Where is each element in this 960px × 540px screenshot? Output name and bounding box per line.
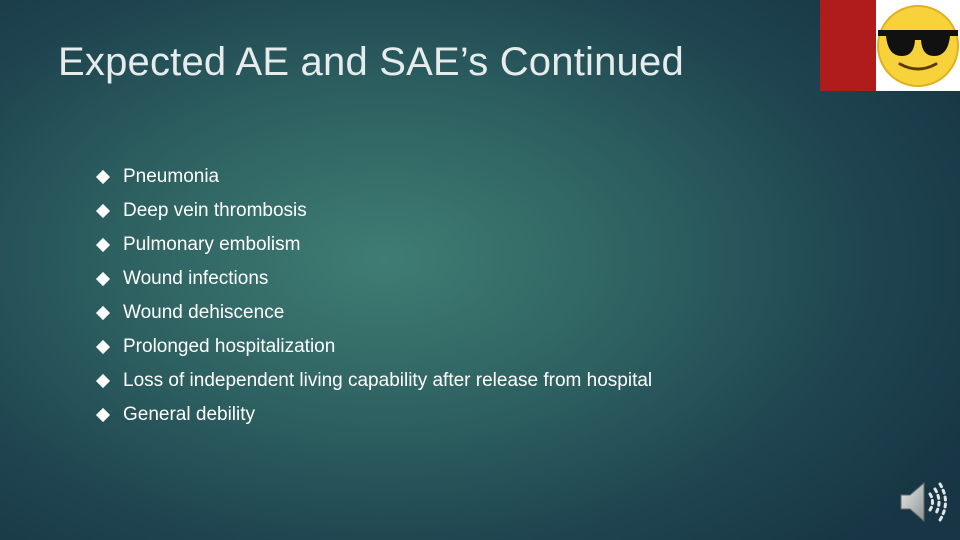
diamond-bullet-icon (96, 374, 110, 388)
diamond-bullet-icon (96, 408, 110, 422)
diamond-bullet-icon (96, 306, 110, 320)
bullet-text: Pulmonary embolism (123, 234, 301, 255)
bullet-text: Prolonged hospitalization (123, 336, 336, 357)
diamond-bullet-icon (96, 170, 110, 184)
list-item (96, 330, 652, 364)
diamond-bullet-icon (96, 272, 110, 286)
diamond-bullet-icon (96, 204, 110, 218)
bullet-text: Loss of independent living capability after release from hospital (123, 370, 653, 391)
list-item (96, 398, 652, 432)
bullet-list (96, 160, 652, 432)
diamond-bullet-icon (96, 340, 110, 354)
slide-title: Expected AE and SAE’s Continued (58, 40, 684, 84)
list-item (96, 160, 652, 194)
list-item (96, 228, 652, 262)
sunglasses-smiley-icon (876, 0, 960, 91)
list-item (96, 364, 652, 398)
bullet-text: Deep vein thrombosis (123, 200, 307, 221)
list-item (96, 296, 652, 330)
red-accent-block (820, 0, 876, 91)
emoji-background (876, 0, 960, 91)
emoji-image (820, 0, 960, 91)
bullet-text: Wound infections (123, 268, 269, 289)
bullet-text: General debility (123, 404, 256, 425)
list-item (96, 194, 652, 228)
speaker-icon[interactable] (898, 478, 948, 526)
bullet-text: Pneumonia (123, 166, 220, 187)
diamond-bullet-icon (96, 238, 110, 252)
list-item (96, 262, 652, 296)
bullet-text: Wound dehiscence (123, 302, 285, 323)
